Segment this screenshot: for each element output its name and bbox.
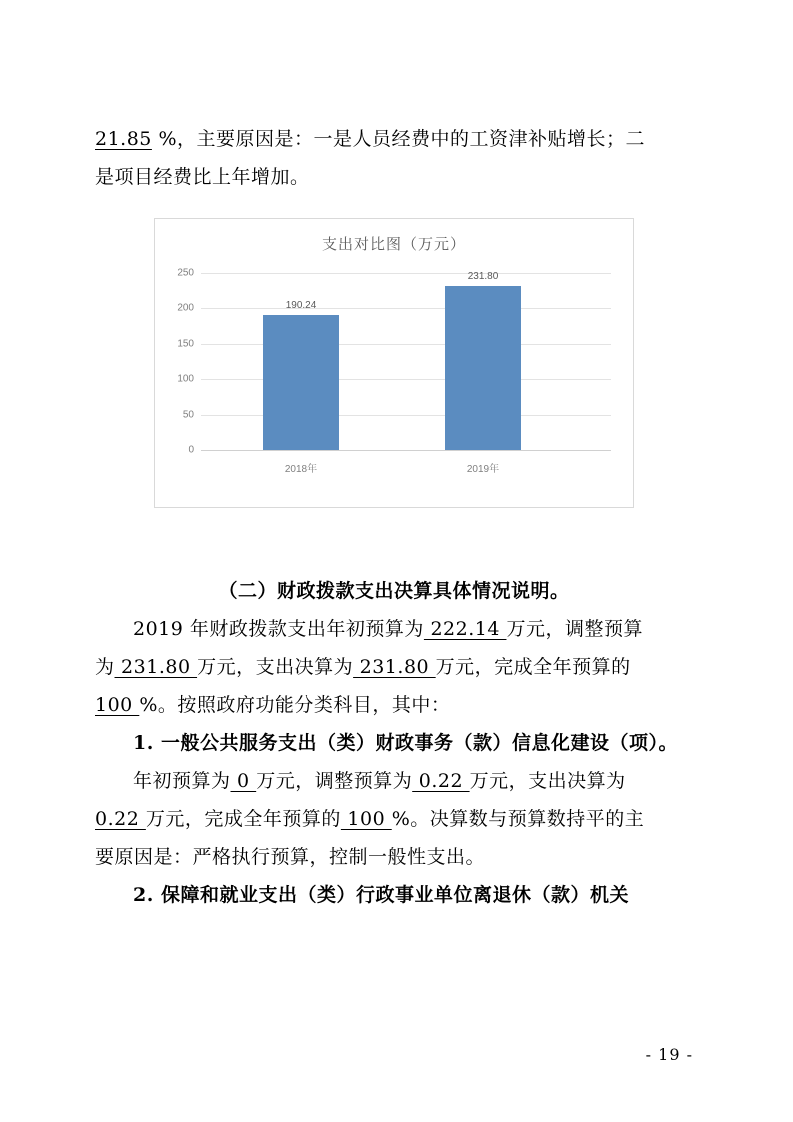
- value-item1-final-expenditure: 0.22: [95, 808, 146, 830]
- chart-title: 支出对比图（万元）: [321, 236, 466, 253]
- text-e: 万元，完成全年预算的: [435, 656, 631, 678]
- value-item1-completion-rate: 100: [340, 808, 392, 830]
- bar-2018: [263, 300, 339, 475]
- y-axis-tick-150: 150: [177, 338, 194, 350]
- text-c: 万元，支出决算为: [469, 770, 626, 792]
- x-axis-line: [201, 450, 611, 451]
- text-a: 年初预算为: [133, 770, 231, 792]
- page-number: - 19 -: [645, 1045, 693, 1064]
- expenditure-comparison-chart: [154, 218, 634, 508]
- text-b: 万元，调整预算: [506, 618, 643, 640]
- value-growth-rate: 21.85: [95, 128, 152, 150]
- value-final-expenditure: 231.80: [353, 656, 436, 678]
- section-heading-item-2: 2. 保障和就业支出（类）行政事业单位离退休（款）机关: [133, 884, 629, 906]
- y-axis-tick-100: 100: [177, 373, 194, 385]
- text-d: 万元，支出决算为: [197, 656, 354, 678]
- y-axis-tick-200: 200: [177, 302, 194, 314]
- value-adjusted-budget: 231.80: [114, 656, 198, 678]
- text-f: 要原因是：严格执行预算，控制一般性支出。: [95, 846, 486, 868]
- x-axis-tick-2019: 2019年: [466, 464, 500, 475]
- chart-plot-area: [177, 267, 611, 475]
- value-item1-adjusted-budget: 0.22: [412, 770, 470, 792]
- paragraph-continuation-text: %，主要原因是：一是人员经费中的工资津补贴增长；二: [151, 128, 646, 150]
- value-item1-initial-budget: 0: [230, 770, 257, 792]
- paragraph-fiscal-expenditure: [95, 610, 693, 724]
- bar-value-2019: 231.80: [467, 270, 499, 282]
- section-heading-item-1: 1. 一般公共服务支出（类）财政事务（款）信息化建设（项）。: [133, 732, 678, 754]
- y-axis-tick-250: 250: [177, 267, 194, 279]
- y-axis-tick-0: 0: [188, 444, 194, 456]
- text-e: %。决算数与预算数持平的主: [391, 808, 645, 830]
- x-axis-tick-2018: 2018年: [284, 464, 318, 475]
- text-c: 为: [95, 656, 115, 678]
- text-d: 万元，完成全年预算的: [145, 808, 341, 830]
- text-a: 2019 年财政拨款支出年初预算为: [133, 618, 424, 640]
- paragraph-continuation-line2: 是项目经费比上年增加。: [95, 166, 310, 188]
- text-b: 万元，调整预算为: [256, 770, 413, 792]
- paragraph-item-1-detail: [95, 762, 693, 876]
- section-heading-2: （二）财政拨款支出决算具体情况说明。: [218, 580, 570, 602]
- value-initial-budget: 222.14: [423, 618, 507, 640]
- paragraph-continuation: [95, 120, 693, 196]
- bar-value-2018: 190.24: [285, 300, 317, 312]
- value-completion-rate: 100: [95, 694, 140, 716]
- bar-2019: [445, 270, 521, 475]
- y-axis-tick-50: 50: [182, 409, 194, 421]
- text-f: %。按照政府功能分类科目，其中：: [139, 694, 451, 716]
